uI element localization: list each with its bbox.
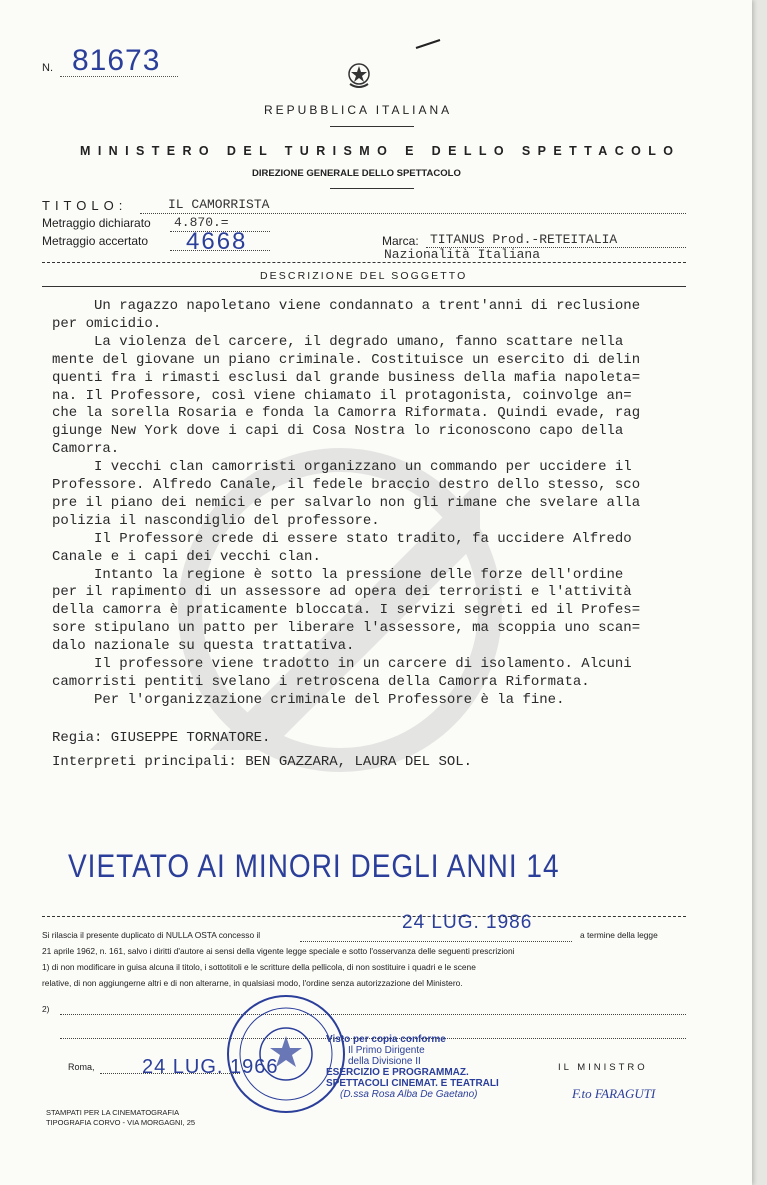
conditions-line-3: 1) di non modificare in guisa alcuna il titolo, i sottotitoli e le scritture della pellicola, di non sostituire i quadri e le scene [42,962,476,972]
divider [330,188,414,189]
description-line: camorristi pentiti svelano i retroscena della Camorra Riformata. [52,673,590,690]
copy-stamp-line: Il Primo Dirigente [348,1045,425,1056]
brand-label: Marca: [382,234,419,248]
description-line: per il rapimento di un assessore ad opera dei terroristi e l'attività [52,584,632,601]
divider [330,126,414,127]
actors-line: Interpreti principali: BEN GAZZARA, LAURA DEL SOL. [52,754,473,770]
description-line: na. Il Professore, così viene chiamato il protagonista, coinvolge an= [52,387,632,404]
description-line: I vecchi clan camorristi organizzano un commando per uccidere il [52,459,632,476]
director-line: Regia: GIUSEPPE TORNATORE. [52,730,271,746]
directorate-heading: DIREZIONE GENERALE DELLO SPETTACOLO [252,168,461,179]
description-line: che la sorella Rosaria e fonda la Camorra Riformata. Quindi evade, rag [52,405,641,422]
place-label: Roma, [68,1062,95,1072]
description-line: quenti fra i rimasti esclusi dal grande business della mafia napoleta= [52,369,641,386]
number-label: N. [42,62,53,74]
conditions-line-1a: Si rilascia il presente duplicato di NULLA OSTA concesso il [42,930,261,940]
printer-line-1: STAMPATI PER LA CINEMATOGRAFIA [46,1108,180,1117]
dotted-line [60,1014,686,1015]
description-line: giunge New York dove i capi di Cosa Nostra lo riconoscono capo della [52,423,624,440]
description-line: pre il piano dei nemici e per salvarlo non gli rimane che svelare alla [52,494,641,511]
description-line: Professore. Alfredo Canale, il fedele braccio destro dello stesso, sco [52,477,641,493]
conditions-line-1b: a termine della legge [580,930,658,940]
copy-stamp-line: (D.ssa Rosa Alba De Gaetano) [340,1089,478,1100]
description-line: Un ragazzo napoletano viene condannato a trent'anni di reclusione [52,298,641,314]
divider [42,916,686,917]
ministry-heading: MINISTERO DEL TURISMO E DELLO SPETTACOLO [80,144,681,158]
description-heading: DESCRIZIONE DEL SOGGETTO [260,270,468,282]
conditions-line-2: 21 aprile 1962, n. 161, salvo i diritti d'autore ai sensi della vigente legge speciale e sotto l'osservanza delle seguenti prescrizioni [42,946,515,956]
nulla-osta-date-stamp: 24 LUG. 1986 [402,912,533,933]
description-line: Camorra. [52,441,120,458]
description-line: Il professore viene tradotto in un carcere di isolamento. Alcuni [52,656,632,672]
description-line: Per l'organizzazione criminale del Professore è la fine. [52,691,565,708]
description-line: per omicidio. [52,315,162,332]
description-line: mente del giovane un piano criminale. Costituisce un esercito di delin [52,351,641,368]
number-underline [60,76,178,77]
description-line: dalo nazionale su questa trattativa. [52,638,355,655]
pen-mark-icon [414,38,442,50]
date-dotted-line [300,941,572,942]
description-line: della camorra è praticamente bloccata. I servizi segreti ed il Profes= [52,602,641,619]
conditions-line-5: 2) [42,1004,50,1014]
description-line: polizia il nascondiglio del professore. [52,512,380,529]
declared-length-label: Metraggio dichiarato [42,216,151,230]
verified-length-value: 4668 [186,228,248,255]
description-line: La violenza del carcere, il degrado umano, fanno scattare nella [52,333,624,350]
copy-stamp-line: Visto per copia conforme [326,1034,446,1045]
description-line: Il Professore crede di essere stato tradito, fa uccidere Alfredo [52,530,632,547]
copy-stamp-line: ESERCIZIO E PROGRAMMAZ. [326,1067,469,1078]
age-restriction-stamp: VIETATO AI MINORI DEGLI ANNI 14 [68,848,560,884]
verified-dotted-line [170,250,270,251]
minister-signature: F.to FARAGUTI [572,1086,656,1101]
copy-stamp-line: della Divisione II [348,1056,421,1067]
issue-date-stamp: 24 LUG. 1966 [142,1056,279,1078]
minister-label: IL MINISTRO [558,1062,648,1073]
description-line: Intanto la regione è sotto la pressione delle forze dell'ordine [52,566,624,583]
declared-length-value: 4.870.= [174,215,229,230]
printer-line-2: TIPOGRAFIA CORVO - VIA MORGAGNI, 25 [46,1118,196,1127]
description-line: sore stipulano un patto per liberare l'assessore, ma scoppia uno scan= [52,620,641,637]
description-line: Canale e i capi dei vecchi clan. [52,548,321,565]
republic-heading: REPUBBLICA ITALIANA [264,103,453,117]
conditions-line-4: relative, di non aggiungerne altri e di non alterarne, in qualsiasi modo, l'ordine senza autorizzazione del Ministero. [42,978,463,988]
title-value: IL CAMORRISTA [168,197,270,212]
divider [42,286,686,287]
divider [42,262,686,263]
verified-length-label: Metraggio accertato [42,234,149,248]
nationality-value: Nazionalità Italiana [384,247,541,262]
brand-value: TITANUS Prod.-RETEITALIA [430,232,618,247]
copy-stamp-line: SPETTACOLI CINEMAT. E TEATRALI [326,1078,499,1089]
title-label: TITOLO: [42,198,128,213]
republic-emblem-icon [346,60,372,90]
document-number: 81673 [72,44,161,77]
certified-copy-stamp [326,1034,499,1100]
title-dotted-line [140,213,686,214]
